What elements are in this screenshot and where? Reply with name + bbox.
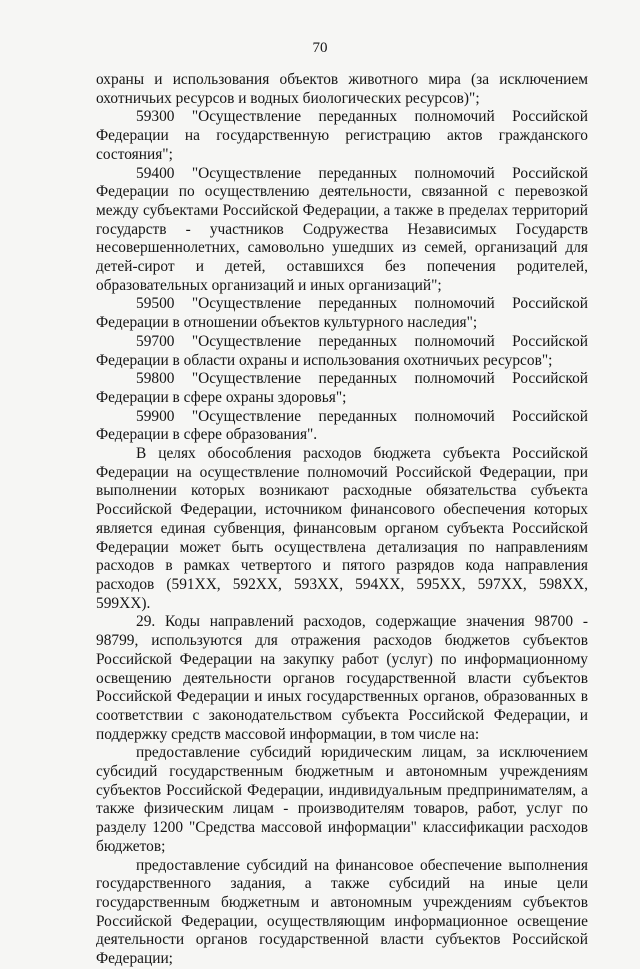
paragraph: 59800 "Осуществление переданных полномочий Российской Федерации в сфере охраны здоровья";	[96, 370, 588, 406]
paragraph: 59300 "Осуществление переданных полномочий Российской Федерации на государственную регистрацию актов гражданского состояния";	[96, 108, 588, 163]
paragraph: В целях обособления расходов бюджета субъекта Российской Федерации на осуществление полномочий Российской Федерации, при выполнении которых возникают расходные обязательства субъекта Российской Федерации, источником финансового обеспечения которых является единая субвенция, финансовым органом субъекта Российской Федерации может быть осуществлена детализация по направлениям расходов в рамках четвертого и пятого разрядов кода направления расходов (591XX, 592XX, 593XX, 594XX, 595XX, 597XX, 598XX, 599XX).	[96, 445, 588, 612]
page-number: 70	[312, 40, 328, 56]
document-body	[96, 71, 588, 969]
paragraph: 59700 "Осуществление переданных полномочий Российской Федерации в области охраны и использования охотничьих ресурсов";	[96, 332, 588, 369]
paragraph: 59500 "Осуществление переданных полномочий Российской Федерации в отношении объектов культурного наследия";	[96, 295, 588, 332]
paragraph: предоставление субсидий юридическим лицам, за исключением субсидий государственным бюджетным и автономным учреждениям субъектов Российской Федерации, индивидуальным предпринимателям, а также физическим лицам - производителям товаров, работ, услуг по разделу 1200 "Средства массовой информации" классификации расходов бюджетов;	[96, 744, 588, 855]
paragraph: 29. Коды направлений расходов, содержащие значения 98700 - 98799, используются для отражения расходов бюджетов субъектов Российской Федерации на закупку работ (услуг) по информационному освещению деятельности органов государственной власти субъектов Российской Федерации и иных государственных органов, образованных в соответствии с законодательством субъекта Российской Федерации, и поддержку средств массовой информации, в том числе на:	[96, 613, 588, 743]
paragraph: 59400 "Осуществление переданных полномочий Российской Федерации по осуществлению деятельности, связанной с перевозкой между субъектами Российской Федерации, а также в пределах территорий государств - участников Содружества Независимых Государств несовершеннолетних, самовольно ушедших из семей, организаций для детей-сирот и детей, оставшихся без попечения родителей, образовательных организаций и иных организаций";	[96, 164, 588, 294]
paragraph: 59900 "Осуществление переданных полномочий Российской Федерации в сфере образования".	[96, 407, 588, 444]
paragraph: предоставление субсидий на финансовое обеспечение выполнения государственного задания, а также субсидий на иные цели государственным бюджетным и автономным учреждениям субъектов Российской Федерации, осуществляющим информационное освещение деятельности органов государственной власти субъектов Российской Федерации;	[96, 856, 588, 968]
paragraph: охраны и использования объектов животного мира (за исключением охотничьих ресурсов и водных биологических ресурсов)";	[96, 71, 588, 107]
